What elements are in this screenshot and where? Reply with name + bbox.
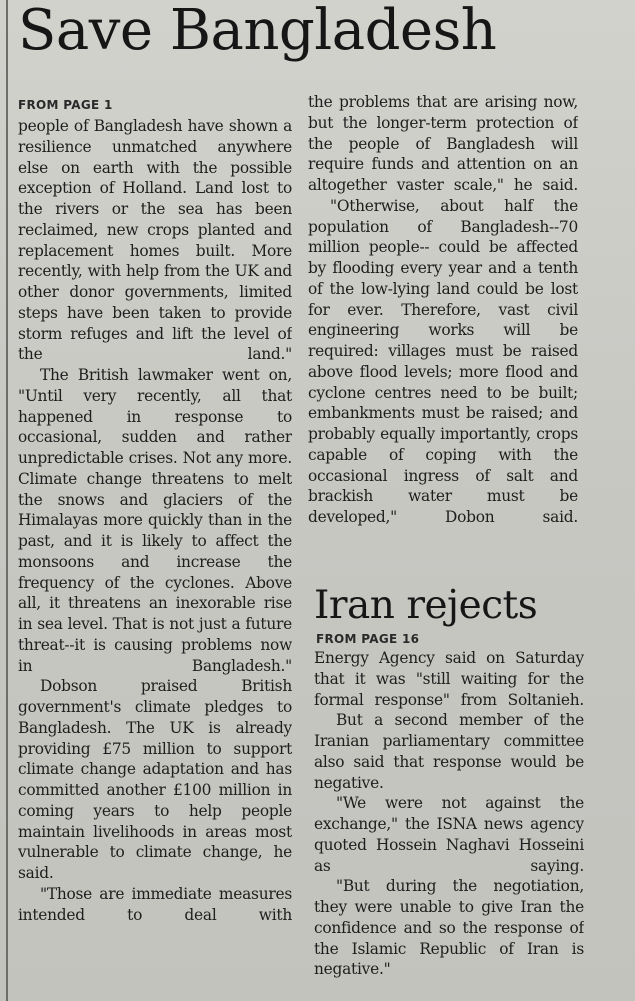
paragraph: Dobson praised British government's climate pledges to Bangladesh. The UK is already providing £75 million to support climate change adaptation and has committed another £100 million in coming years to help people maintain livelihoods in areas most vulnerable to climate change, he said. (18, 677, 292, 882)
headline-iran-rejects: Iran rejects (314, 583, 538, 628)
kicker-from-page-1: FROM PAGE 1 (18, 98, 113, 112)
article-column-1 (18, 116, 292, 1001)
kicker-from-page-16: FROM PAGE 16 (316, 632, 420, 646)
headline-save-bangladesh: Save Bangladesh (18, 0, 497, 63)
paragraph: the problems that are arising now, but the longer-term protection of the people of Bangladesh will require funds and attention on an altogether vaster scale," he said. (308, 93, 578, 194)
paragraph: "Otherwise, about half the population of Bangladesh--70 million people-- could be affected by flooding every year and a tenth of the low-lying land could be lost for ever. Therefore, vast civil engineering works will be required: villages must be raised above flood levels; more flood and cyclone centres need to be built; embankments must be raised; and probably equally importantly, crops capable of coping with the occasional ingress of salt and brackish water must be developed," Dobon said. (308, 196, 578, 526)
paragraph: people of Bangladesh have shown a resilience unmatched anywhere else on earth with the possible exception of Holland. Land lost to the rivers or the sea has been reclaimed, new crops planted and replacement homes built. More recently, with help from the UK and other donor governments, limited steps have been taken to provide storm refuges and lift the level of the land." (18, 117, 292, 364)
paragraph: But a second member of the Iranian parliamentary committee also said that response would be negative. (314, 711, 584, 792)
article-column-3 (314, 648, 584, 1001)
article-column-2 (308, 92, 578, 582)
column-rule (6, 0, 8, 1001)
paragraph: "But during the negotiation, they were unable to give Iran the confidence and so the response of the Islamic Republic of Iran is negative." (314, 877, 584, 979)
paragraph: The British lawmaker went on, "Until very recently, all that happened in response to occasional, sudden and rather unpredictable crises. Not any more. Climate change threatens to melt the snows and glaciers of the Himalayas more quickly than in the past, and it is likely to affect the monsoons and increase the frequency of the cyclones. Above all, it threatens an inexorable rise in sea level. That is not just a future threat--it is causing problems now in Bangladesh." (18, 366, 292, 675)
paragraph: Energy Agency said on Saturday that it was "still waiting for the formal response" from Soltanieh. (314, 649, 584, 709)
paragraph: "We were not against the exchange," the ISNA news agency quoted Hossein Naghavi Hosseini as saying. (314, 794, 584, 875)
paragraph: "Those are immediate measures intended to deal with (18, 884, 292, 924)
